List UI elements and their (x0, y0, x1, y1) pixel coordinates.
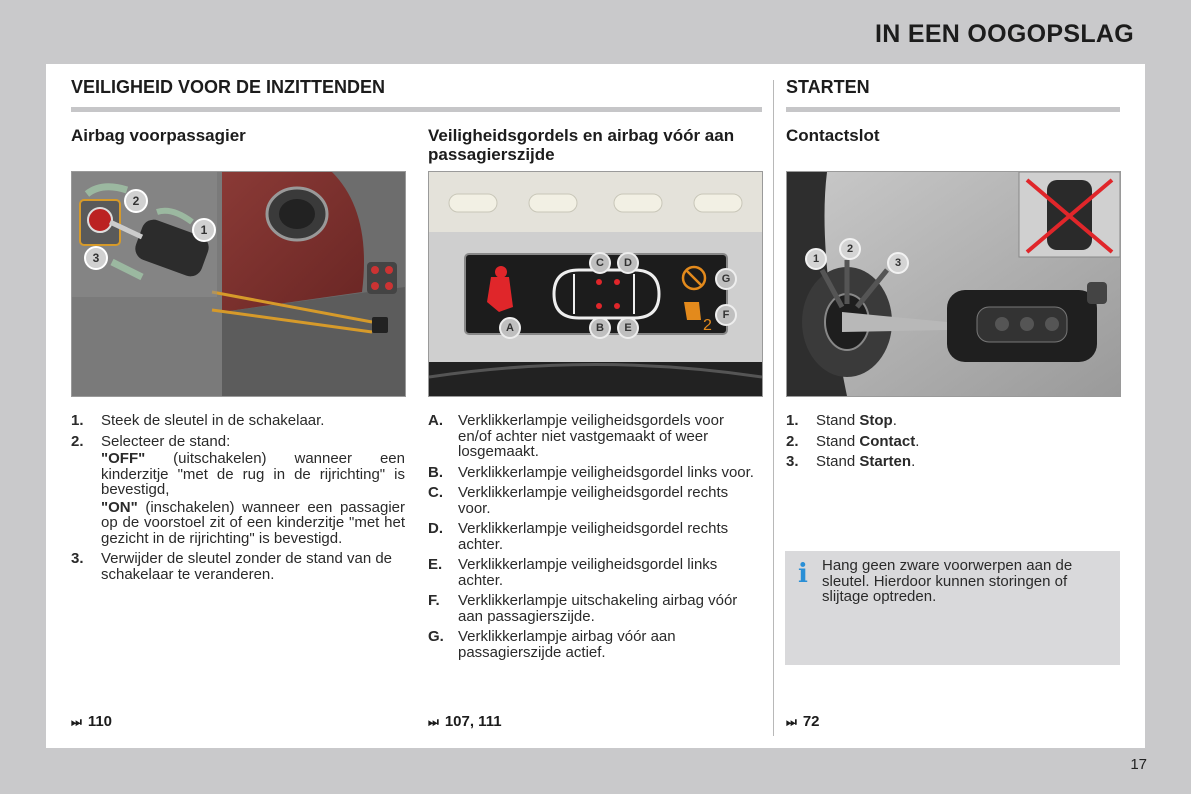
item-letter: F. (428, 592, 440, 609)
callout-3: 3 (84, 246, 108, 270)
page-number: 17 (1130, 756, 1147, 773)
airbag-switch-illustration (72, 172, 405, 396)
on-label: "ON" (101, 498, 138, 516)
figure-ignition (786, 171, 1121, 397)
page-ref-airbag (71, 713, 112, 730)
subtitle-belts: Veiligheidsgordels en airbag vóór aan passagierszijde (428, 126, 735, 164)
item-text: Verklikkerlampje veiligheidsgordel links achter. (458, 556, 718, 589)
list-item (786, 413, 1116, 429)
callout-1: 1 (805, 248, 827, 270)
page-ref-value: 107, 111 (444, 713, 502, 730)
item-letter: D. (428, 520, 443, 537)
info-text: Hang geen zware voorwerpen aan de sleutel. Hierdoor kunnen storingen of slijtage optreden. (822, 557, 1073, 605)
item-text: Verklikkerlampje airbag vóór aan passagierszijde actief. (458, 628, 676, 661)
column-divider (773, 80, 774, 736)
callout-3: 3 (887, 252, 909, 274)
list-item (428, 521, 758, 552)
step-number: 3. (71, 550, 84, 567)
subtitle-airbag: Airbag voorpassagier (71, 126, 246, 145)
callout-1: 1 (192, 218, 216, 242)
item-text: Verklikkerlampje veiligheidsgordels voor en/of achter niet vastgemaakt of weer losgemaakt. (458, 412, 724, 460)
item-letter: E. (428, 556, 443, 573)
svg-text:2: 2 (703, 317, 712, 334)
step-text: Verwijder de sleutel zonder de stand van de schakelaar te veranderen. (101, 550, 393, 583)
page-ref-value: 72 (802, 713, 820, 730)
subtitle-ignition: Contactslot (786, 126, 880, 145)
off-paragraph (101, 451, 405, 498)
callout-2: 2 (839, 238, 861, 260)
list-item (71, 413, 405, 429)
item-letter: B. (428, 463, 443, 481)
callout-D: D (617, 252, 639, 274)
callout-B: B (589, 317, 611, 339)
step-text: Selecteer de stand: (101, 432, 231, 450)
item-bold: Stop (859, 412, 893, 429)
on-paragraph (101, 500, 405, 547)
figure-belt-panel (428, 171, 763, 397)
next-page-icon: ⏭ (71, 715, 82, 729)
top-banner (0, 0, 1191, 64)
list-item (428, 485, 758, 516)
item-tail: . (911, 453, 916, 470)
info-icon: i (798, 559, 808, 589)
list-item (428, 557, 758, 588)
next-page-icon: ⏭ (786, 715, 797, 729)
ignition-illustration (787, 172, 1120, 396)
list-item (428, 465, 758, 481)
list-item (71, 551, 405, 582)
off-label: "OFF" (101, 450, 146, 467)
figure-airbag-switch (71, 171, 406, 397)
list-item (428, 629, 758, 660)
airbag-steps (71, 413, 405, 587)
callout-A: A (499, 317, 521, 339)
belt-indicators (428, 413, 758, 665)
section-title-starting: STARTEN (786, 77, 870, 97)
item-letter: G. (428, 628, 444, 645)
item-tail: . (915, 432, 920, 450)
next-page-icon: ⏭ (428, 715, 439, 729)
item-text: Stand (816, 432, 860, 450)
list-item (786, 454, 1116, 470)
section-rule-left (71, 107, 762, 112)
item-bold: Contact (859, 432, 916, 450)
item-text: Verklikkerlampje veiligheidsgordel rechts achter. (458, 520, 729, 553)
item-text: Verklikkerlampje uitschakeling airbag vóór aan passagierszijde. (458, 592, 738, 625)
callout-E: E (617, 317, 639, 339)
item-number: 1. (786, 412, 799, 429)
page-ref-belts (428, 713, 502, 730)
callout-F: F (715, 304, 737, 326)
ignition-positions (786, 413, 1116, 475)
item-text: Verklikkerlampje veiligheidsgordel links voor. (458, 463, 754, 481)
chapter-title: IN EEN OOGOPSLAG (875, 20, 1134, 48)
step-number: 1. (71, 412, 84, 429)
info-box (785, 551, 1120, 665)
step-text: Steek de sleutel in de schakelaar. (101, 412, 325, 429)
callout-2: 2 (124, 189, 148, 213)
item-bold: Starten (859, 453, 912, 470)
section-rule-right (786, 107, 1120, 112)
list-item (428, 593, 758, 624)
list-item (786, 434, 1116, 450)
item-number: 2. (786, 432, 799, 450)
item-letter: C. (428, 484, 443, 501)
callout-C: C (589, 252, 611, 274)
page-ref-ignition (786, 713, 820, 730)
page-ref-value: 110 (87, 713, 113, 730)
item-text: Verklikkerlampje veiligheidsgordel rechts voor. (458, 484, 729, 517)
item-letter: A. (428, 412, 443, 429)
section-title-safety: VEILIGHEID VOOR DE INZITTENDEN (71, 77, 386, 97)
on-text: (inschakelen) wanneer een passagier op de voorstoel zit of een kinderzitje "met het gezicht in de rijrichting" is bevestigd. (101, 498, 405, 547)
item-text: Stand (816, 453, 860, 470)
callout-G: G (715, 268, 737, 290)
list-item (428, 413, 758, 460)
item-text: Stand (816, 412, 860, 429)
item-tail: . (892, 412, 897, 429)
list-item (71, 434, 405, 547)
off-text: (uitschakelen) wanneer een kinderzitje "met de rug in de rijrichting" is bevestigd, (101, 450, 405, 498)
step-number: 2. (71, 432, 84, 450)
belt-panel-illustration (429, 172, 762, 396)
item-number: 3. (786, 453, 799, 470)
